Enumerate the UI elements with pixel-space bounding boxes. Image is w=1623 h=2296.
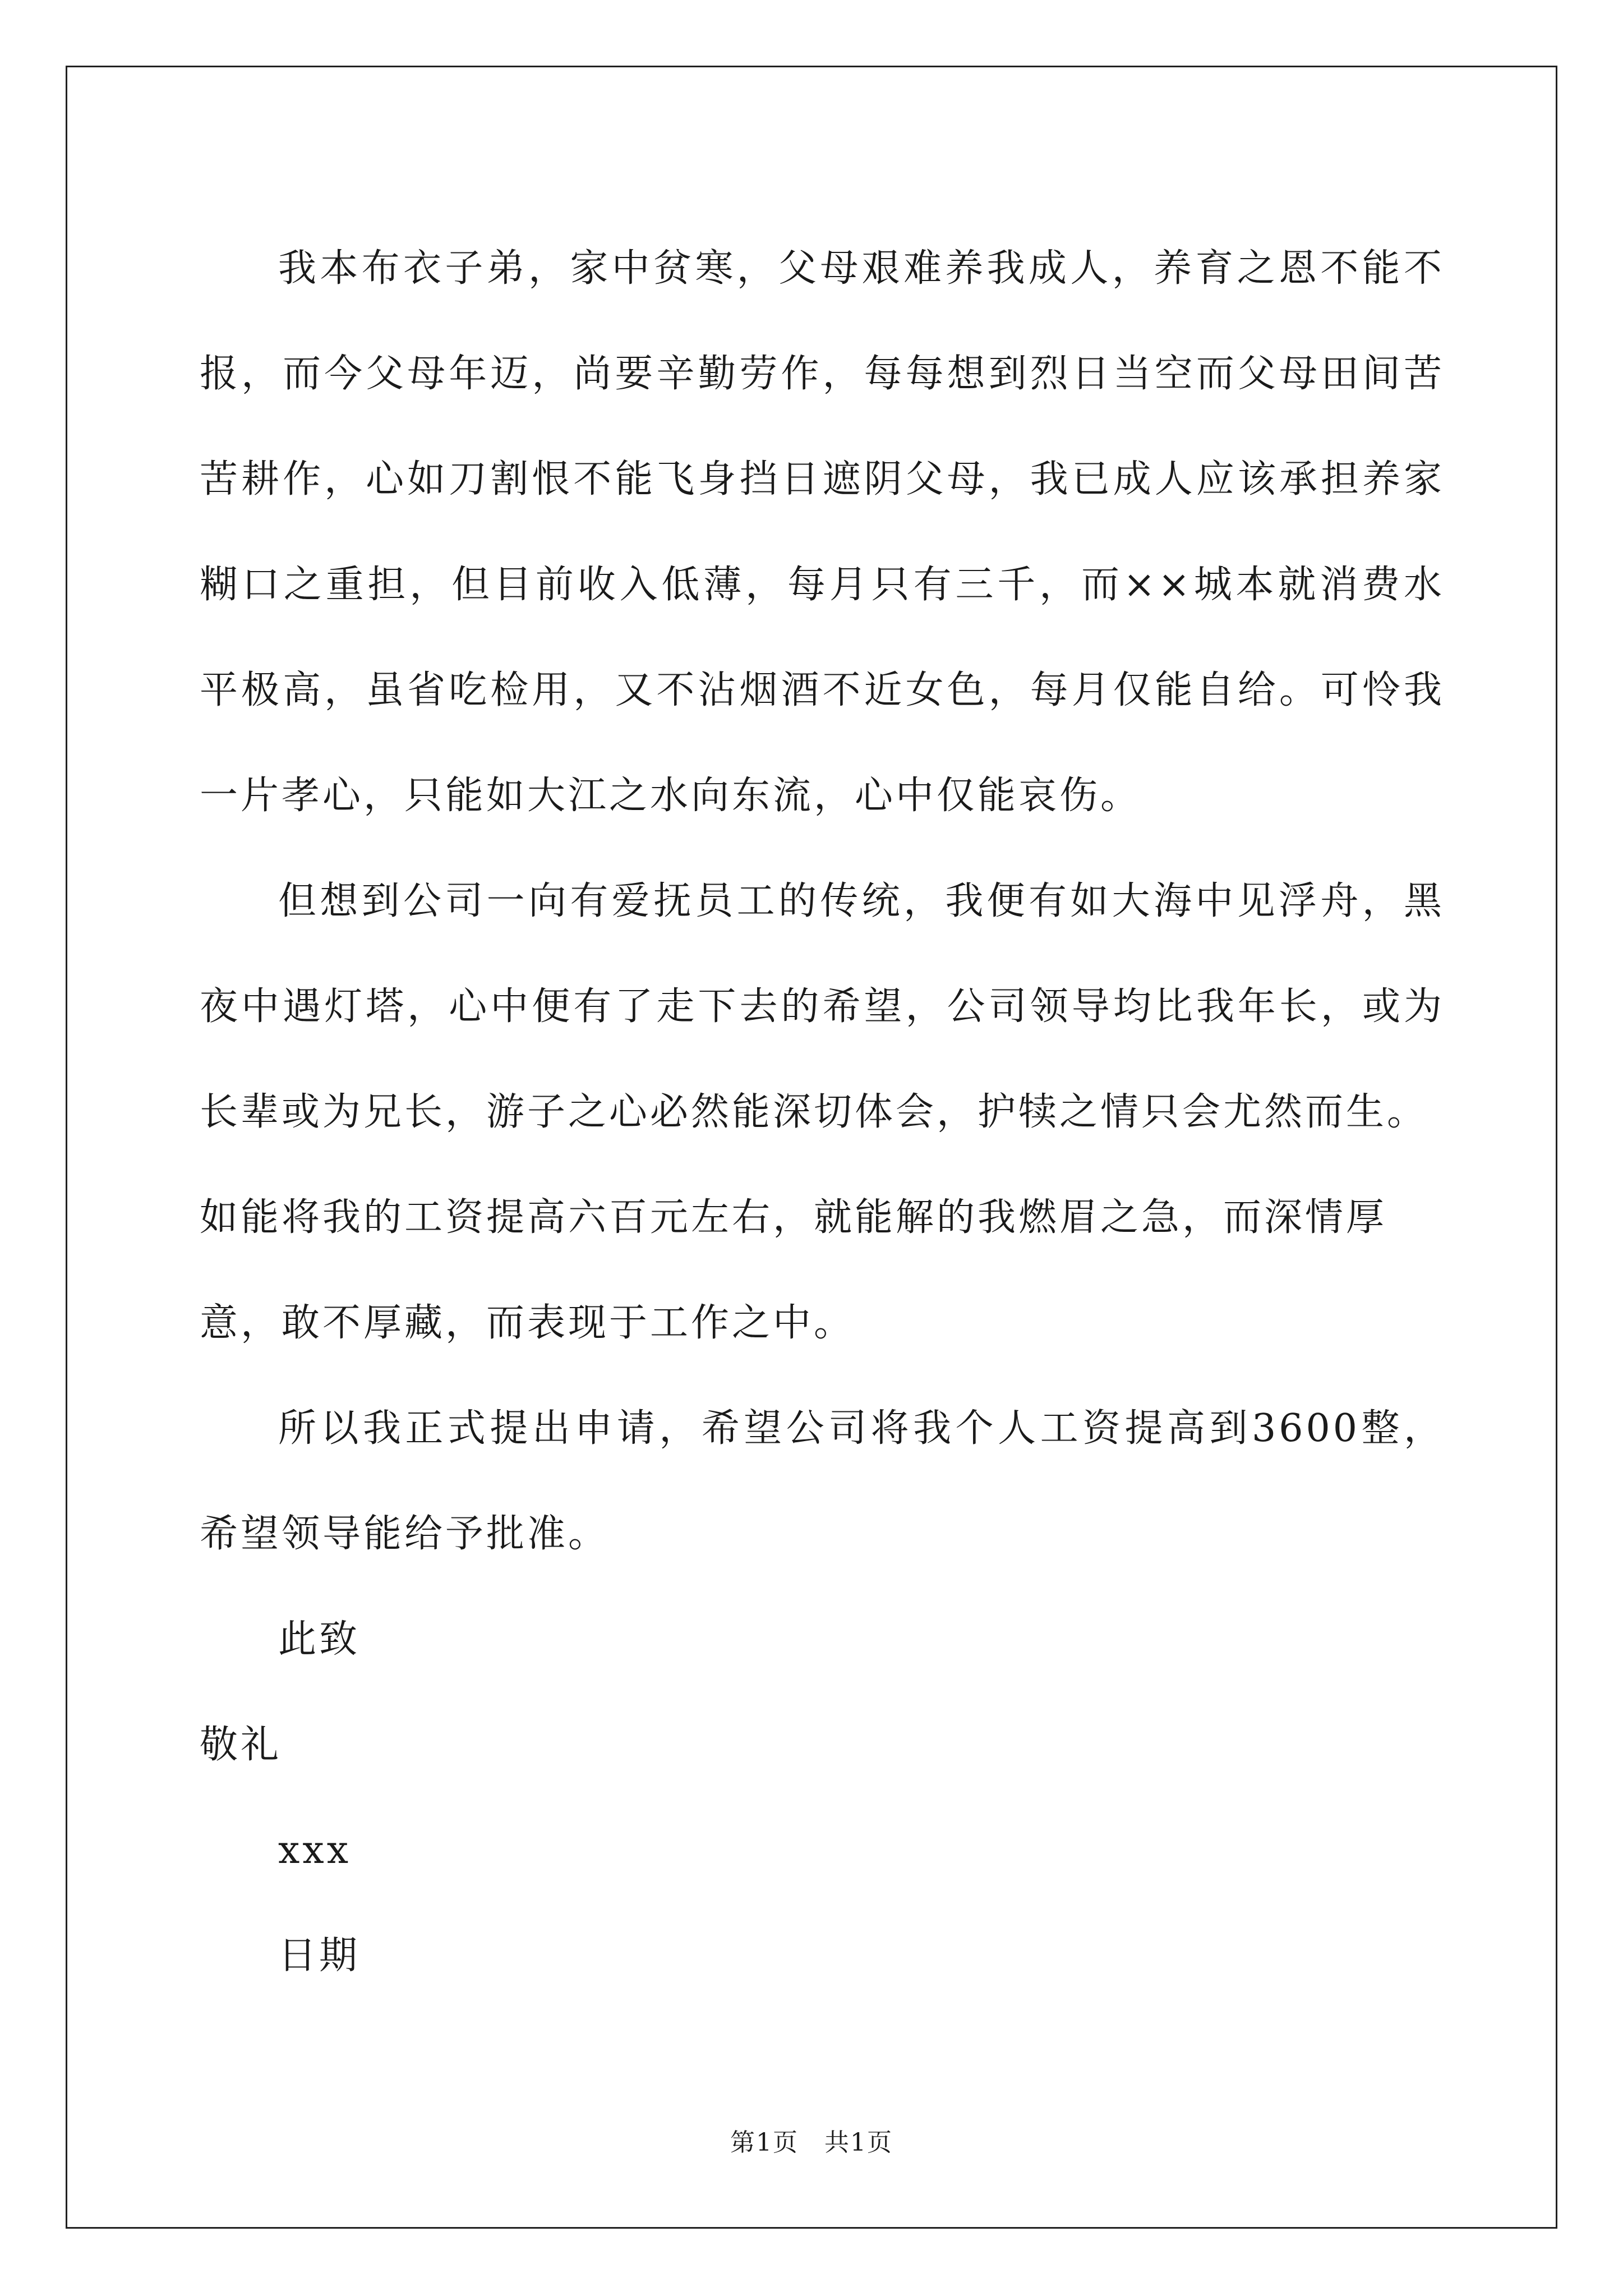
- signature: xxx: [278, 1828, 352, 1872]
- paragraph-company-care: 但想到公司一向有爱抚员工的传统，我便有如大海中见浮舟，黑夜中遇灯塔，心中便有了走下去的希望，公司领导均比我年长，或为长辈或为兄长，游子之心必然能深切体会，护犊之情只会尤然而生。: [200, 879, 1445, 1134]
- paragraph-formal-request: 所以我正式提出申请，希望公司将我个人工资提高到3600整，希望领导能给予批准。: [200, 1406, 1445, 1556]
- date-line: 日期: [278, 1934, 361, 1978]
- paragraph-raise-amount: 如能将我的工资提高六百元左右，就能解的我燃眉之急，而深情厚意，敢不厚藏，而表现于工作之中。: [200, 1195, 1387, 1345]
- letter-body: [200, 216, 1445, 2009]
- closing-phrase: 此致: [278, 1617, 361, 1662]
- salutation: 敬礼: [200, 1723, 282, 1767]
- page-footer: 第1页 共1页: [730, 2128, 893, 2157]
- paragraph-family-hardship: 我本布衣子弟，家中贫寒，父母艰难养我成人，养育之恩不能不报，而今父母年迈，尚要辛勤劳作，每每想到烈日当空而父母田间苦苦耕作，心如刀割恨不能飞身挡日遮阴父母，我已成人应该承担养家糊口之重担，但目前收入低薄，每月只有三千，而××城本就消费水平极高，虽省吃检用，又不沾烟酒不近女色，每月仅能自给。可怜我一片孝心，只能如大江之水向东流，心中仅能哀伤。: [200, 246, 1445, 818]
